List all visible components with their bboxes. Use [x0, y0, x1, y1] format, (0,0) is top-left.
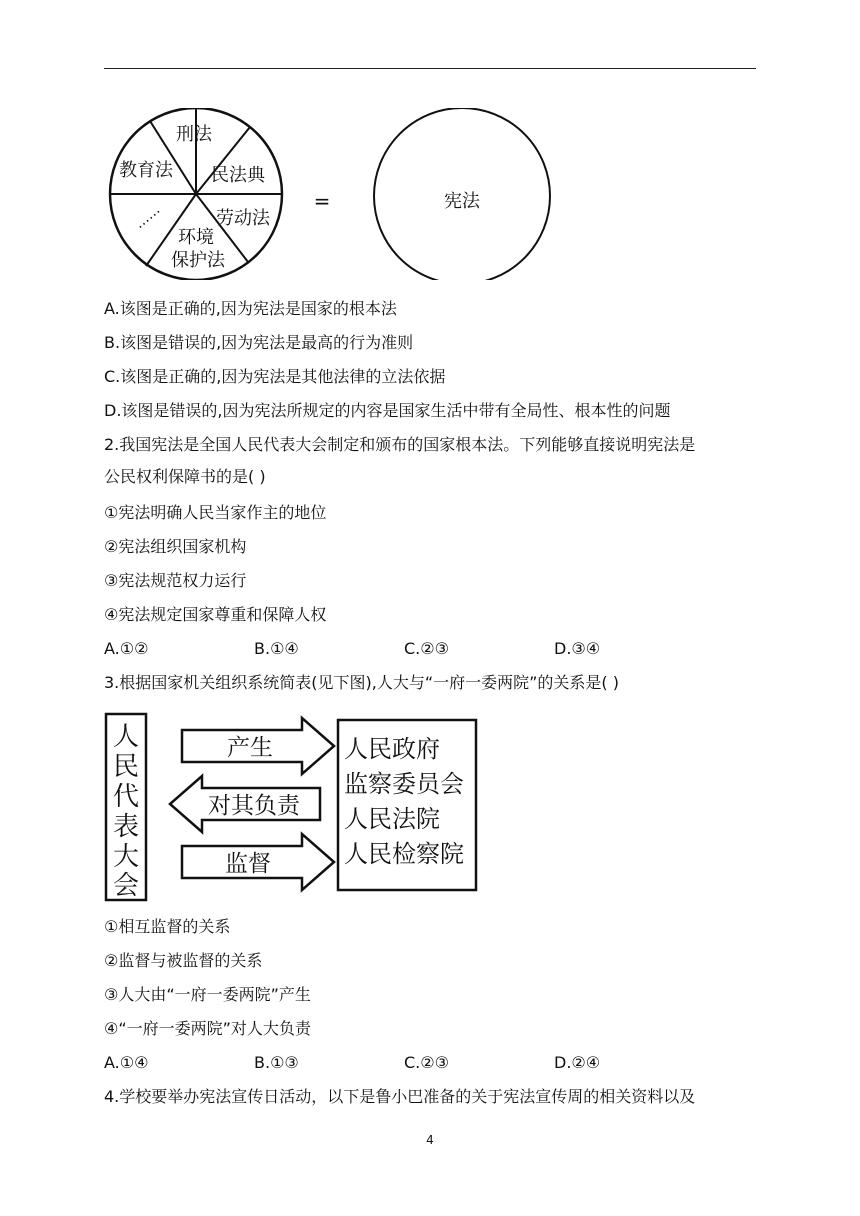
state-organ-diagram: [104, 712, 480, 902]
pie-label-education-law: 教育法: [119, 160, 173, 181]
q4-stem: 4.学校要举办宪法宣传日活动，以下是鲁小巴准备的关于宪法宣传周的相关资料以及: [104, 1087, 696, 1106]
q3-stem: 3.根据国家机关组织系统简表(见下图),人大与“一府一委两院”的关系是( ): [104, 673, 619, 692]
header-rule: [104, 68, 756, 69]
arrow-produce: [182, 718, 334, 774]
q3-item-4: ④“一府一委两院”对人大负责: [104, 1019, 311, 1038]
arrow-responsible: [170, 776, 320, 832]
arrow-produce-label: 产生: [227, 735, 273, 761]
page-number: 4: [426, 1133, 434, 1147]
npc-char-1: 人: [112, 722, 140, 752]
q2-item-3: ③宪法规范权力运行: [104, 571, 247, 590]
q2-item-4: ④宪法规定国家尊重和保障人权: [104, 605, 327, 624]
equals-sign: =: [313, 189, 331, 213]
q3-choice-a: A.①④: [104, 1053, 149, 1072]
q2-item-1: ①宪法明确人民当家作主的地位: [104, 503, 327, 522]
pie-label-ellipsis: ……: [131, 201, 164, 233]
npc-char-2: 民: [112, 752, 140, 782]
arrow-supervise-label: 监督: [225, 851, 271, 877]
q2-stem-line1: 2.我国宪法是全国人民代表大会制定和颁布的国家根本法。下列能够直接说明宪法是: [104, 435, 696, 454]
constitution-label: 宪法: [444, 191, 480, 212]
constitution-circle: [374, 108, 550, 280]
arrow-responsible-label: 对其负责: [208, 793, 300, 819]
npc-char-5: 大: [112, 842, 140, 872]
pie-label-labor-law: 劳动法: [216, 208, 270, 229]
arrow-supervise: [182, 834, 334, 890]
organ-procuratorate: 人民检察院: [344, 840, 464, 868]
npc-char-6: 会: [112, 871, 140, 901]
q2-choice-c: C.②③: [404, 639, 449, 658]
q3-choice-b: B.①③: [254, 1053, 299, 1072]
law-pie: [110, 108, 282, 280]
q1-option-a: A.该图是正确的,因为宪法是国家的根本法: [104, 299, 397, 318]
organs-box: [338, 720, 476, 890]
q3-choice-c: C.②③: [404, 1053, 449, 1072]
pie-label-criminal-law: 刑法: [176, 124, 212, 145]
npc-box: [106, 714, 146, 901]
pie-label-civil-code: 民法典: [211, 165, 265, 186]
pie-label-environment: 环境: [178, 227, 214, 248]
law-constitution-figure: [100, 108, 560, 280]
npc-char-4: 表: [112, 812, 140, 842]
q3-item-1: ①相互监督的关系: [104, 917, 231, 936]
q3-item-2: ②监督与被监督的关系: [104, 951, 263, 970]
organ-government: 人民政府: [344, 735, 440, 763]
q1-option-c: C.该图是正确的,因为宪法是其他法律的立法依据: [104, 367, 446, 386]
q2-choice-a: A.①②: [104, 639, 149, 658]
q1-option-b: B.该图是错误的,因为宪法是最高的行为准则: [104, 333, 414, 352]
npc-char-3: 代: [112, 782, 140, 812]
q2-item-2: ②宪法组织国家机构: [104, 537, 247, 556]
q3-item-3: ③人大由“一府一委两院”产生: [104, 985, 311, 1004]
q1-option-d: D.该图是错误的,因为宪法所规定的内容是国家生活中带有全局性、根本性的问题: [104, 401, 671, 420]
pie-label-protection-law: 保护法: [171, 250, 225, 271]
q3-choice-d: D.②④: [554, 1053, 601, 1072]
organ-court: 人民法院: [344, 805, 440, 833]
organ-supervisory-commission: 监察委员会: [344, 770, 464, 798]
q2-stem-line2: 公民权利保障书的是( ): [104, 467, 266, 486]
q2-choice-b: B.①④: [254, 639, 299, 658]
q2-choice-d: D.③④: [554, 639, 601, 658]
